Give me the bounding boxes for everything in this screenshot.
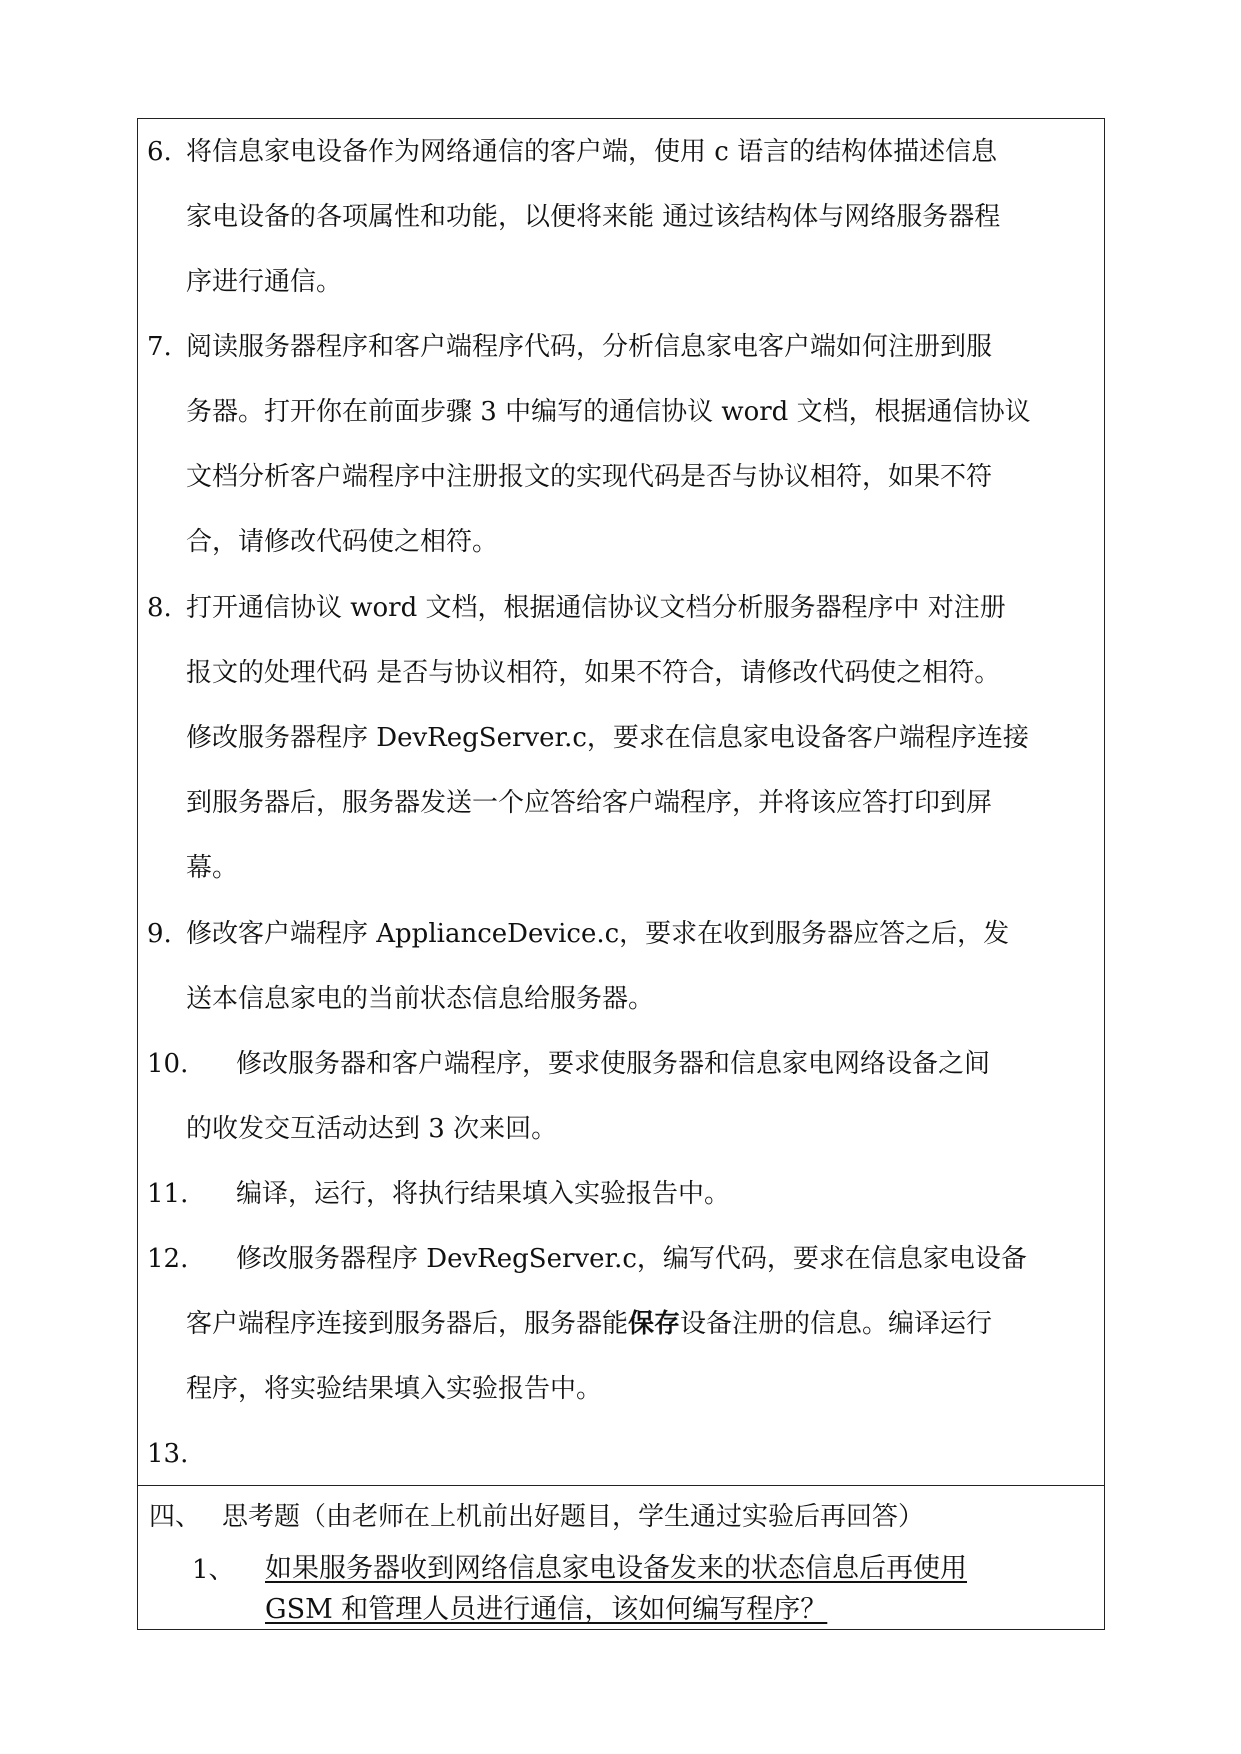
step-text-line: 合，请修改代码使之相符。 bbox=[186, 527, 499, 557]
section-divider bbox=[137, 1485, 1105, 1486]
step-text-line: 修改服务器程序 DevRegServer.c，编写代码，要求在信息家电设备 bbox=[236, 1244, 1027, 1274]
step-text-line: 将信息家电设备作为网络通信的客户端，使用 c 语言的结构体描述信息 bbox=[186, 137, 998, 167]
question-number: 1、 bbox=[192, 1555, 235, 1585]
step-text-line: 阅读服务器程序和客户端程序代码，分析信息家电客户端如何注册到服 bbox=[186, 332, 993, 362]
step-text-line: 编译，运行，将执行结果填入实验报告中。 bbox=[236, 1179, 731, 1209]
emphasis-text: 保存 bbox=[628, 1309, 681, 1339]
step-text-segment: 客户端程序连接到服务器后，服务器能 bbox=[186, 1309, 629, 1339]
step-text-line: 程序，将实验结果填入实验报告中。 bbox=[186, 1374, 603, 1404]
question-text-line: GSM 和管理人员进行通信，该如何编写程序？ bbox=[265, 1594, 828, 1625]
step-number: 10. bbox=[147, 1049, 189, 1079]
step-text-line: 家电设备的各项属性和功能，以便将来能 通过该结构体与网络服务器程 bbox=[186, 202, 1001, 232]
step-text-line: 送本信息家电的当前状态信息给服务器。 bbox=[186, 984, 655, 1014]
section-label: 四、 bbox=[149, 1502, 202, 1532]
step-text-line: 务器。打开你在前面步骤 3 中编写的通信协议 word 文档，根据通信协议 bbox=[186, 397, 1031, 427]
step-number: 12. bbox=[147, 1244, 189, 1274]
step-text-line: 幕。 bbox=[186, 853, 239, 883]
step-text-line: 报文的处理代码 是否与协议相符，如果不符合，请修改代码使之相符。 bbox=[186, 658, 1001, 688]
step-number: 6. bbox=[147, 137, 172, 167]
step-text-line: 打开通信协议 word 文档，根据通信协议文档分析服务器程序中 对注册 bbox=[186, 593, 1006, 623]
step-number: 13. bbox=[147, 1439, 189, 1469]
step-text-line: 修改服务器程序 DevRegServer.c，要求在信息家电设备客户端程序连接 bbox=[186, 723, 1029, 753]
step-text-segment: 设备注册的信息。编译运行 bbox=[680, 1309, 993, 1339]
step-text-line: 修改服务器和客户端程序，要求使服务器和信息家电网络设备之间 bbox=[236, 1049, 991, 1079]
section-title: 思考题（由老师在上机前出好题目，学生通过实验后再回答） bbox=[222, 1502, 925, 1532]
step-text-line: 修改客户端程序 ApplianceDevice.c，要求在收到服务器应答之后，发 bbox=[186, 919, 1010, 949]
step-text-line: 的收发交互活动达到 3 次来回。 bbox=[186, 1114, 558, 1144]
step-number: 11. bbox=[147, 1179, 189, 1209]
step-number: 8. bbox=[147, 593, 172, 623]
step-number: 7. bbox=[147, 332, 172, 362]
question-text-line: 如果服务器收到网络信息家电设备发来的状态信息后再使用 bbox=[265, 1553, 967, 1584]
step-text-line bbox=[186, 1311, 992, 1337]
step-text-line: 文档分析客户端程序中注册报文的实现代码是否与协议相符，如果不符 bbox=[186, 462, 993, 492]
step-number: 9. bbox=[147, 919, 172, 949]
step-text-line: 序进行通信。 bbox=[186, 267, 343, 297]
step-text-line: 到服务器后，服务器发送一个应答给客户端程序，并将该应答打印到屏 bbox=[186, 788, 993, 818]
